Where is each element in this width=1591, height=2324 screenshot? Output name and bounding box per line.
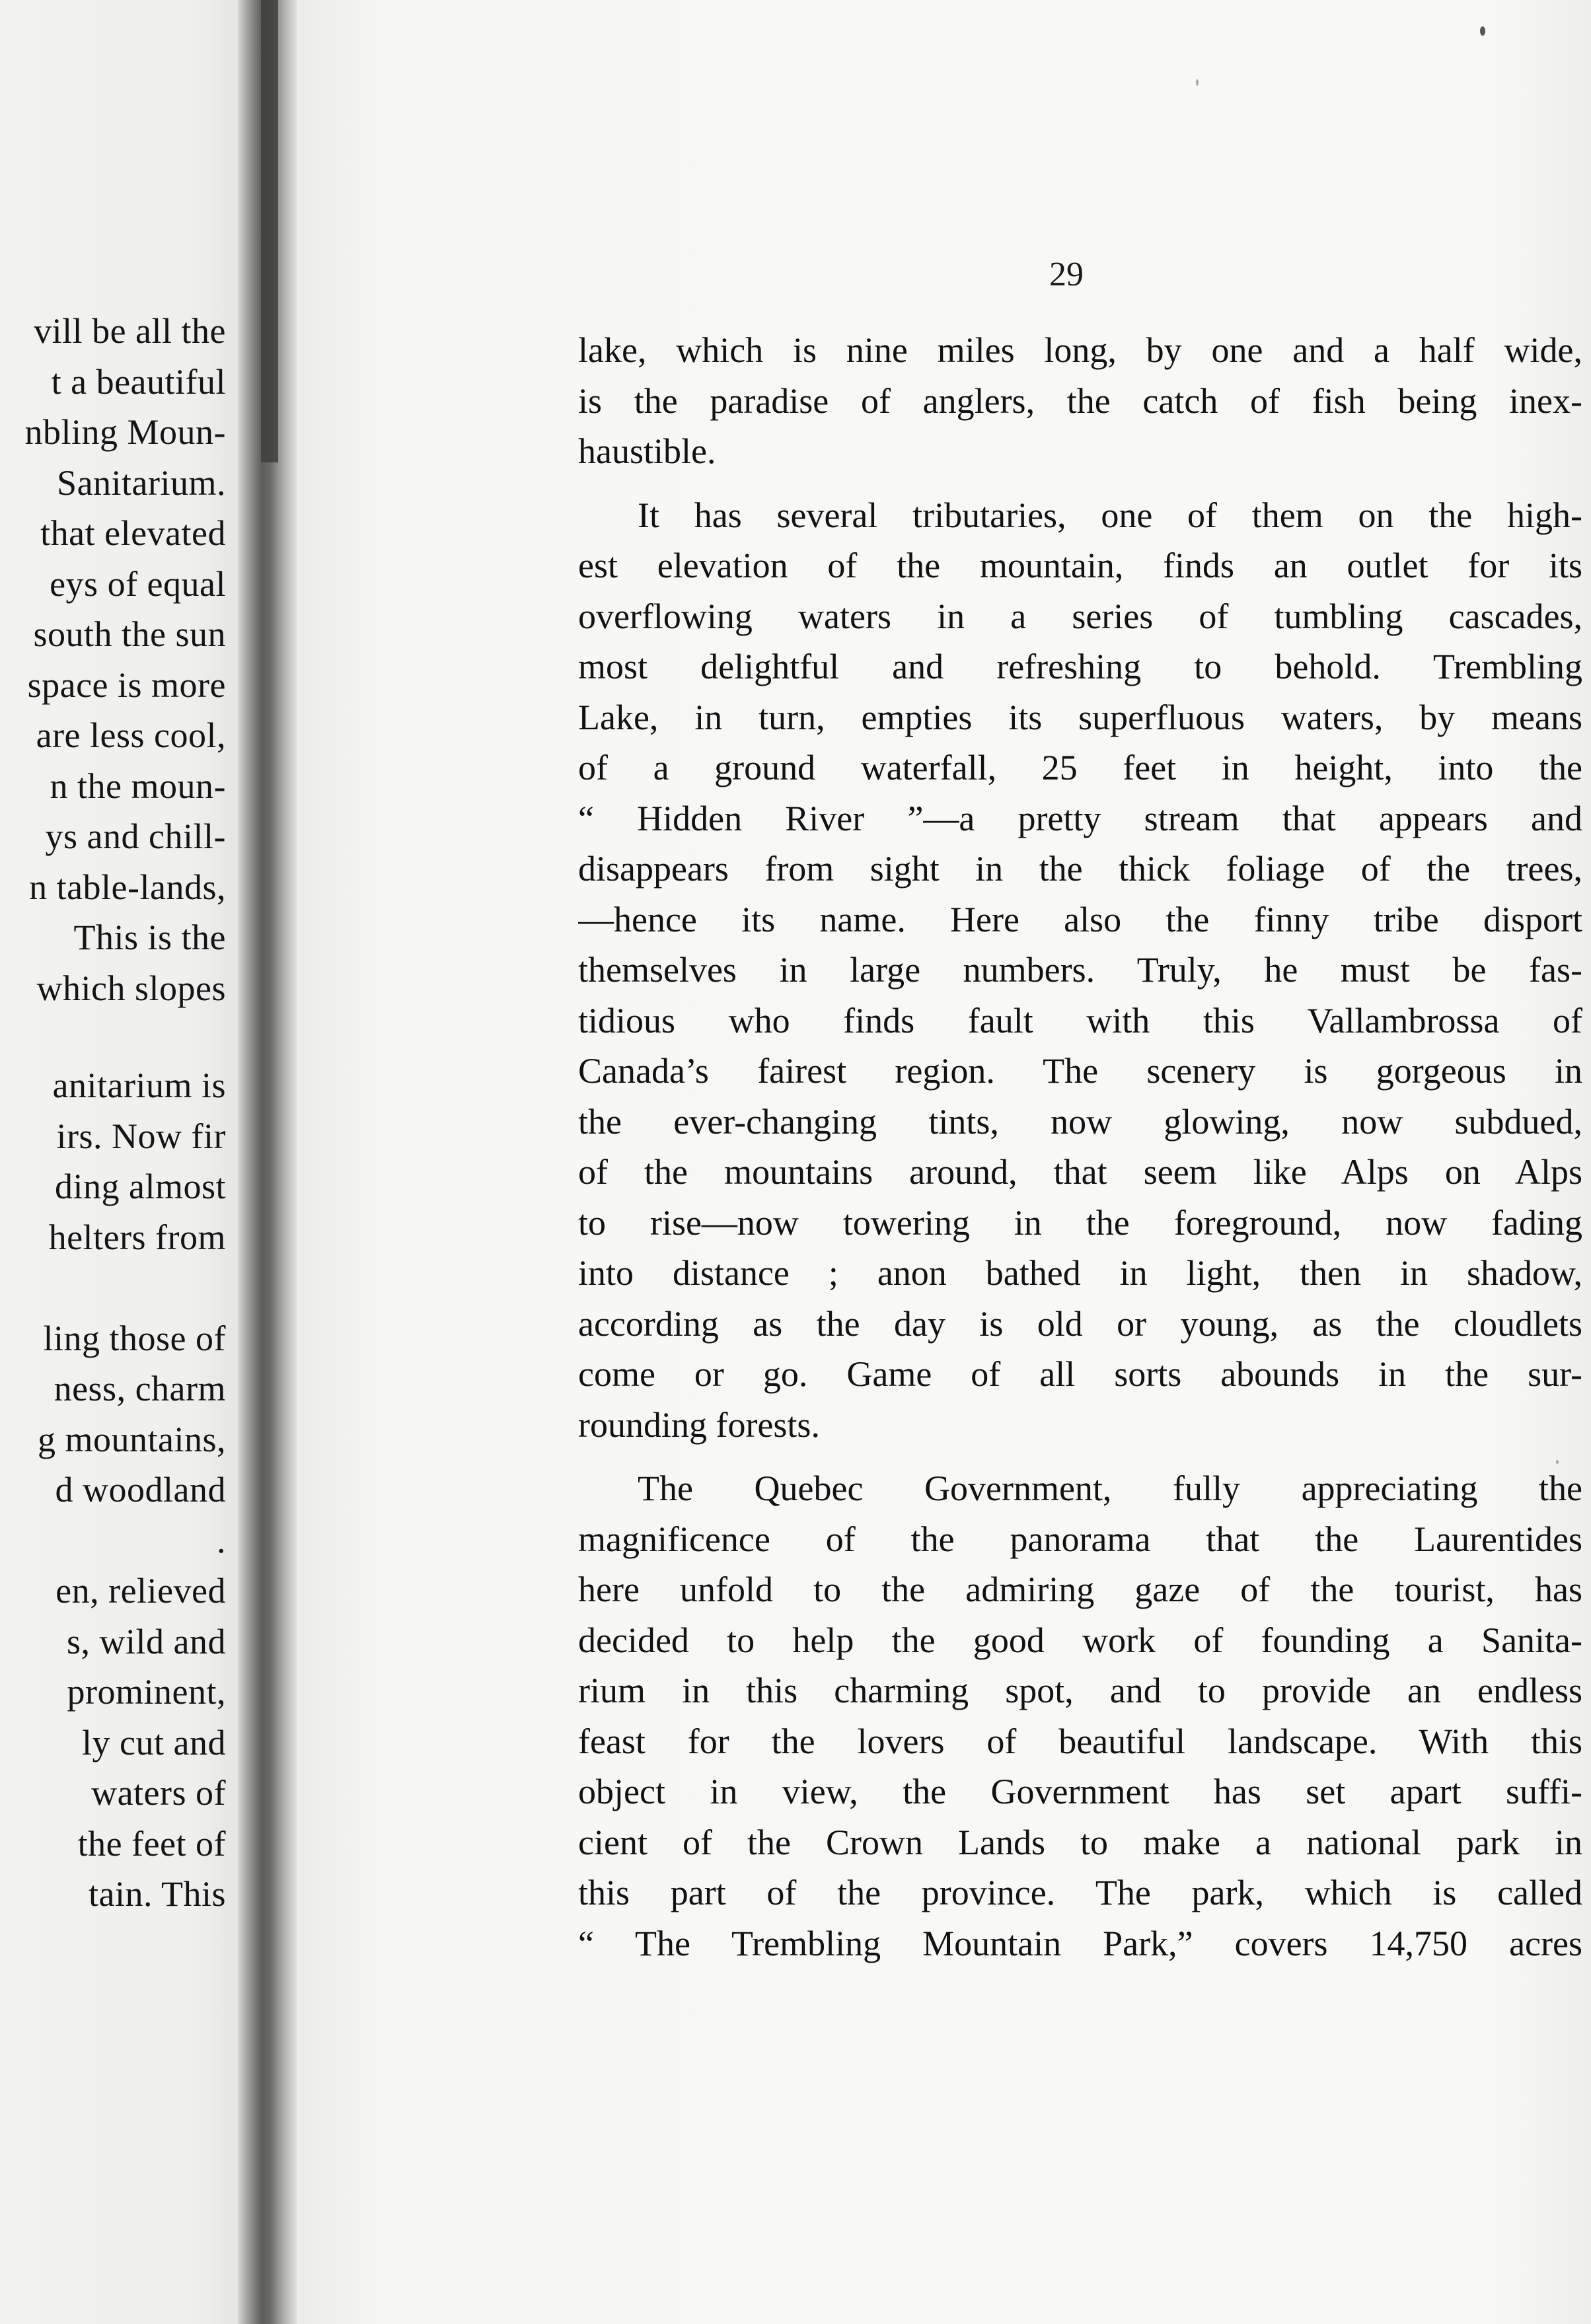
body-line: overflowing waters in a series of tumbling cascades, (578, 596, 1582, 636)
body-line: Canada’s fairest region. The scenery is gorgeous in (578, 1051, 1582, 1091)
left-line: prominent, (67, 1672, 226, 1712)
body-line: according as the day is old or young, as the cloudlets (578, 1303, 1582, 1344)
left-line: g mountains, (38, 1420, 226, 1459)
body-line: rounding forests. (578, 1404, 820, 1445)
left-line: s, wild and (67, 1622, 226, 1661)
scan-speck (1480, 26, 1485, 36)
left-line: en, relieved (56, 1571, 226, 1611)
left-line: t a beautiful (51, 362, 226, 402)
body-line: object in view, the Government has set apart suffi- (578, 1772, 1582, 1811)
left-line: which slopes (36, 968, 226, 1008)
scan-speck (1556, 1460, 1559, 1464)
body-line: —hence its name. Here also the finny tribe disport (578, 899, 1582, 939)
left-line: n table-lands, (29, 867, 226, 907)
left-line: tain. This (88, 1874, 226, 1914)
body-line: themselves in large numbers. Truly, he must be fas- (578, 950, 1582, 990)
left-line: ding almost (55, 1167, 226, 1206)
left-line: irs. Now fir (56, 1116, 226, 1156)
body-line: is the paradise of anglers, the catch of fish being inex- (578, 381, 1582, 421)
body-line: of a ground waterfall, 25 feet in height, into the (578, 748, 1582, 787)
left-line: n the moun- (50, 766, 226, 806)
body-line: of the mountains around, that seem like Alps on Alps (578, 1152, 1582, 1192)
body-line: most delightful and refreshing to behold. Trembling (578, 647, 1582, 686)
left-line: waters of (91, 1773, 226, 1813)
body-line: magnificence of the panorama that the Laurentides (578, 1519, 1582, 1559)
body-line: “ Hidden River ”—a pretty stream that appears and (578, 798, 1582, 838)
left-line: This is the (73, 918, 226, 957)
body-line: cient of the Crown Lands to make a national park in (578, 1822, 1582, 1862)
left-line: . (217, 1521, 226, 1560)
left-line: nbling Moun- (24, 412, 226, 452)
body-line: lake, which is nine miles long, by one and a half wide, (578, 330, 1582, 370)
body-line: to rise—now towering in the foreground, now fading (578, 1202, 1582, 1243)
body-line: this part of the province. The park, which is called (578, 1873, 1582, 1912)
current-page (297, 0, 1591, 2324)
body-line: come or go. Game of all sorts abounds in the sur- (578, 1354, 1582, 1394)
left-line: eys of equal (50, 564, 226, 604)
body-line: feast for the lovers of beautiful landscape. With this (578, 1721, 1582, 1761)
page-body-text (578, 325, 1582, 1969)
left-line: space is more (27, 665, 226, 705)
left-line: the feet of (77, 1824, 226, 1864)
scan-speck (1196, 79, 1199, 86)
left-line: ness, charm (54, 1369, 226, 1408)
left-line: are less cool, (36, 715, 226, 755)
left-line: ling those of (43, 1319, 226, 1358)
body-line: haustible. (578, 431, 716, 471)
page-number: 29 (1049, 256, 1084, 293)
left-line: anitarium is (52, 1066, 226, 1105)
body-line: decided to help the good work of founding a Sanita- (578, 1620, 1582, 1660)
left-line: that elevated (40, 513, 226, 553)
body-line: “ The Trembling Mountain Park,” covers 14,750 acres (578, 1923, 1582, 1963)
left-line: helters from (48, 1217, 226, 1257)
body-line: rium in this charming spot, and to provide an endless (578, 1671, 1582, 1710)
left-line: vill be all the (34, 311, 226, 351)
body-line: into distance ; anon bathed in light, then in shadow, (578, 1253, 1582, 1293)
body-line: tidious who finds fault with this Vallambrossa of (578, 1000, 1582, 1040)
body-line: the ever-changing tints, now glowing, now subdued, (578, 1101, 1582, 1142)
left-line: ly cut and (82, 1723, 226, 1762)
body-line: disappears from sight in the thick foliage of the trees, (578, 849, 1582, 889)
body-line: here unfold to the admiring gaze of the tourist, has (578, 1570, 1582, 1609)
left-line: d woodland (55, 1470, 226, 1509)
left-line: south the sun (33, 614, 226, 654)
left-line: ys and chill- (45, 817, 226, 856)
body-line: The Quebec Government, fully appreciating the (638, 1469, 1582, 1508)
binding-fold-shadow (261, 0, 278, 462)
previous-page-fragment (0, 0, 238, 2324)
body-line: est elevation of the mountain, finds an outlet for its (578, 546, 1582, 585)
body-line: It has several tributaries, one of them on the high- (638, 495, 1582, 535)
body-line: Lake, in turn, empties its superfluous waters, by means (578, 697, 1582, 737)
left-line: Sanitarium. (57, 463, 226, 503)
